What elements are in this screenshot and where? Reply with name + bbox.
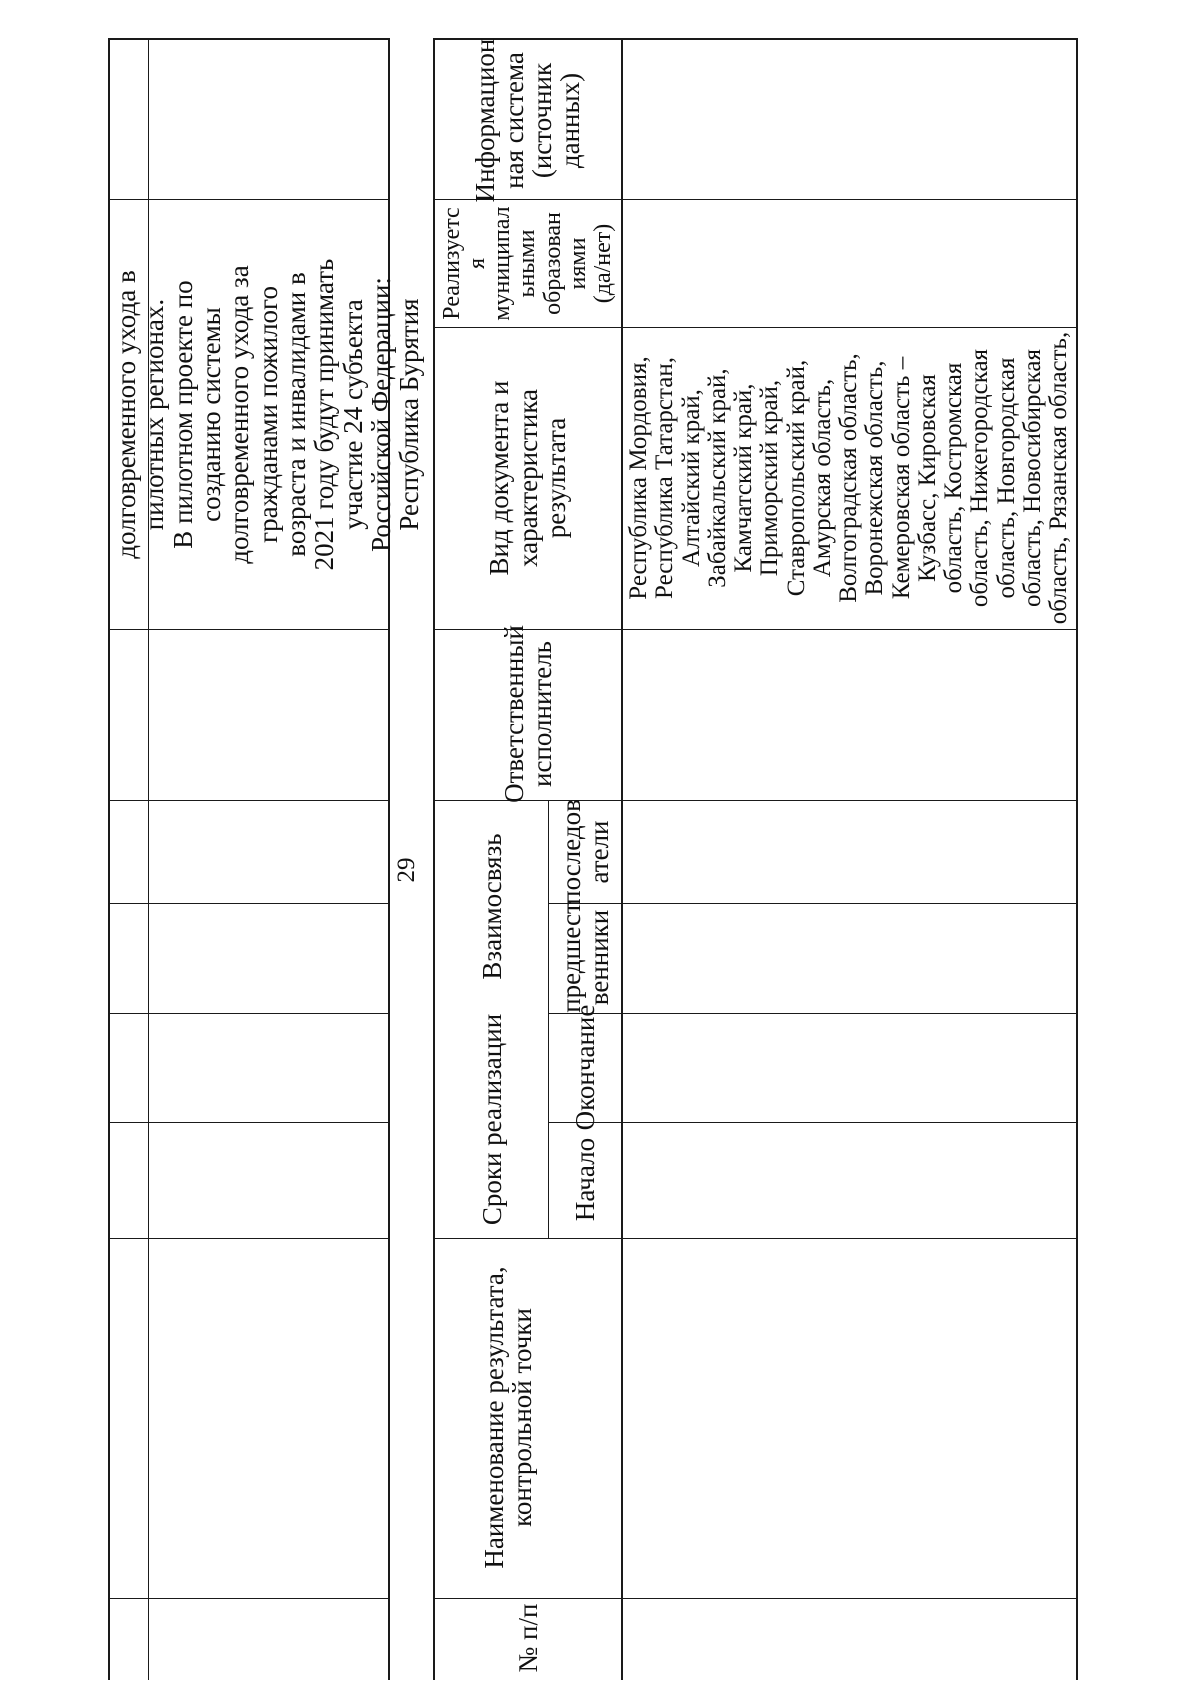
header-successors: последов атели (555, 799, 614, 905)
page-number: 29 (392, 857, 420, 883)
region-list: Республика Мордовия, Республика Татарстан, Алтайский край, Забайкальский край, Камчатский край, Приморский край, Ставропольский край, Амурская область, Волгоградская область, Воронежская область, Кемеровская область – Кузбасс, Кировская область, Костромская область, Нижегородская область, Новгородская область, Новосибирская область, Рязанская область, (625, 331, 1072, 625)
header-start: Начало (569, 1137, 600, 1222)
header-terms: Сроки реализации (476, 1013, 507, 1226)
header-doc-type: Вид документа и характеристика результата (484, 380, 572, 576)
header-num: № п/п (512, 1603, 543, 1673)
header-name: Наименование результата, контрольной точки (479, 1266, 538, 1569)
header-info-system: Информацион ная система (источник данных) (470, 38, 586, 203)
header-municipal: Реализуетс я муниципал ьными образован иями (да/нет) (438, 206, 616, 321)
continuation-text: долговременного ухода в пилотных регионах. В пилотном проекте по созданию системы долговременного ухода за гражданами пожилого возраста и инвалидами в 2021 году будут принимать участие 24 субъекта Российской Федерации: Республика Бурятия (111, 258, 425, 571)
header-predecessors: предшест венники (555, 902, 614, 1013)
row-doc-text (626, 329, 1075, 627)
header-relation: Взаимосвязь (476, 833, 507, 980)
header-responsible: Ответственный исполнитель (498, 625, 557, 803)
continuation-text-cell (111, 202, 425, 627)
header-end: Окончание (569, 1004, 600, 1131)
